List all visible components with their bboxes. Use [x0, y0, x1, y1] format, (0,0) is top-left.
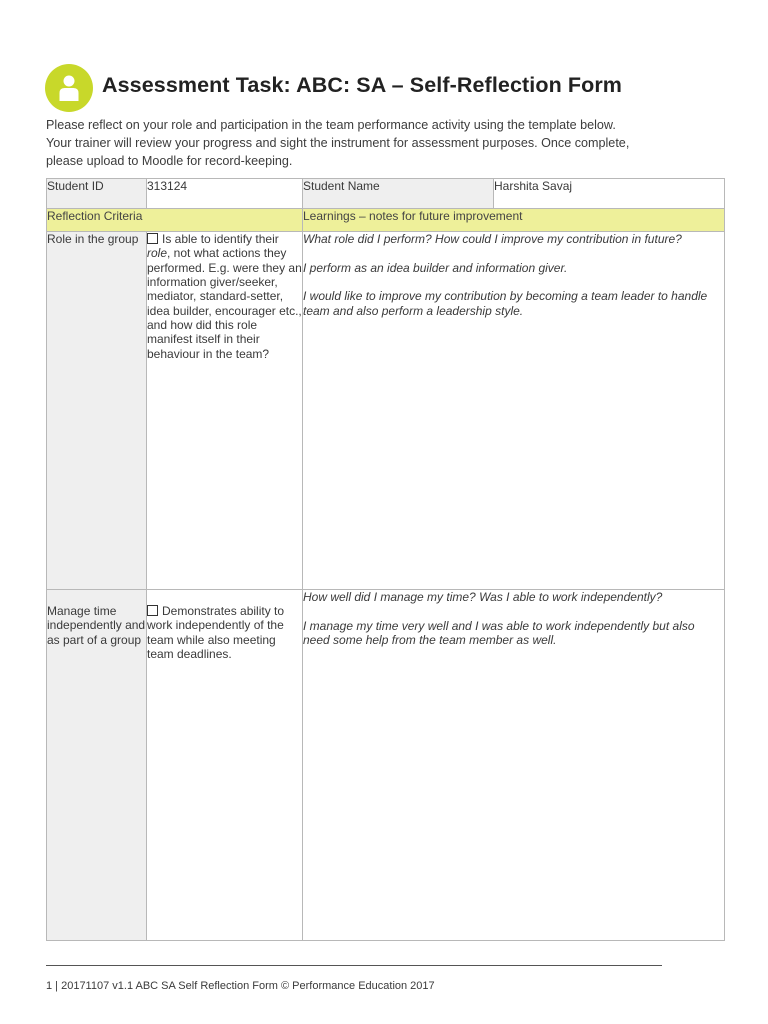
notes-question: What role did I perform? How could I improve my contribution in future?: [303, 232, 682, 247]
criteria-label-role: Role in the group: [47, 232, 147, 590]
page-title: Assessment Task: ABC: SA – Self-Reflection Form: [102, 73, 623, 97]
student-id-label: Student ID: [47, 179, 147, 209]
intro-line-2: Your trainer will review your progress and sight the instrument for assessment purposes. Once complete,: [46, 136, 630, 150]
page-footer: 1 | 20171107 v1.1 ABC SA Self Reflection Form © Performance Education 2017: [46, 980, 435, 992]
footer-divider: [46, 965, 662, 966]
student-info-row: [47, 179, 725, 209]
intro-text: [46, 116, 726, 170]
criteria-description-time-management: Demonstrates ability to work independently of the team while also meeting team deadlines.: [147, 590, 303, 941]
criteria-row-role: [47, 232, 725, 590]
section-header-row: [47, 209, 725, 232]
intro-line-3: please upload to Moodle for record-keeping.: [46, 154, 293, 168]
student-name-label: Student Name: [303, 179, 494, 209]
notes-answer: I manage my time very well and I was able to work independently but also need some help from the team member as well.: [303, 618, 695, 647]
criteria-label-time-management: Manage time independently and as part of a group: [47, 590, 147, 941]
student-id-value[interactable]: 313124: [147, 179, 303, 209]
notes-answer: I perform as an idea builder and information giver.: [303, 260, 568, 275]
notes-role[interactable]: [303, 232, 725, 590]
checkbox-icon[interactable]: [147, 605, 158, 616]
notes-answer: I would like to improve my contribution by becoming a team leader to handle team and also perform a leadership style.: [303, 289, 708, 318]
learnings-header: Learnings – notes for future improvement: [303, 209, 725, 232]
intro-line-1: Please reflect on your role and participation in the team performance activity using the template below.: [46, 118, 616, 132]
reflection-form-table: [46, 178, 725, 941]
criteria-row-time-management: [47, 590, 725, 941]
checkbox-icon[interactable]: [147, 233, 158, 244]
notes-question: How well did I manage my time? Was I able to work independently?: [303, 590, 663, 605]
student-name-value[interactable]: Harshita Savaj: [494, 179, 725, 209]
reflection-criteria-header: Reflection Criteria: [47, 209, 303, 232]
notes-time-management[interactable]: [303, 590, 725, 941]
criteria-description-role: Is able to identify their role, not what actions they performed. E.g. were they an information giver/seeker, mediator, standard-setter, idea builder, encourager etc., and how did this role manifest itself in their behaviour in the team?: [147, 232, 303, 590]
user-icon: [45, 64, 93, 112]
page-header: [45, 64, 725, 112]
